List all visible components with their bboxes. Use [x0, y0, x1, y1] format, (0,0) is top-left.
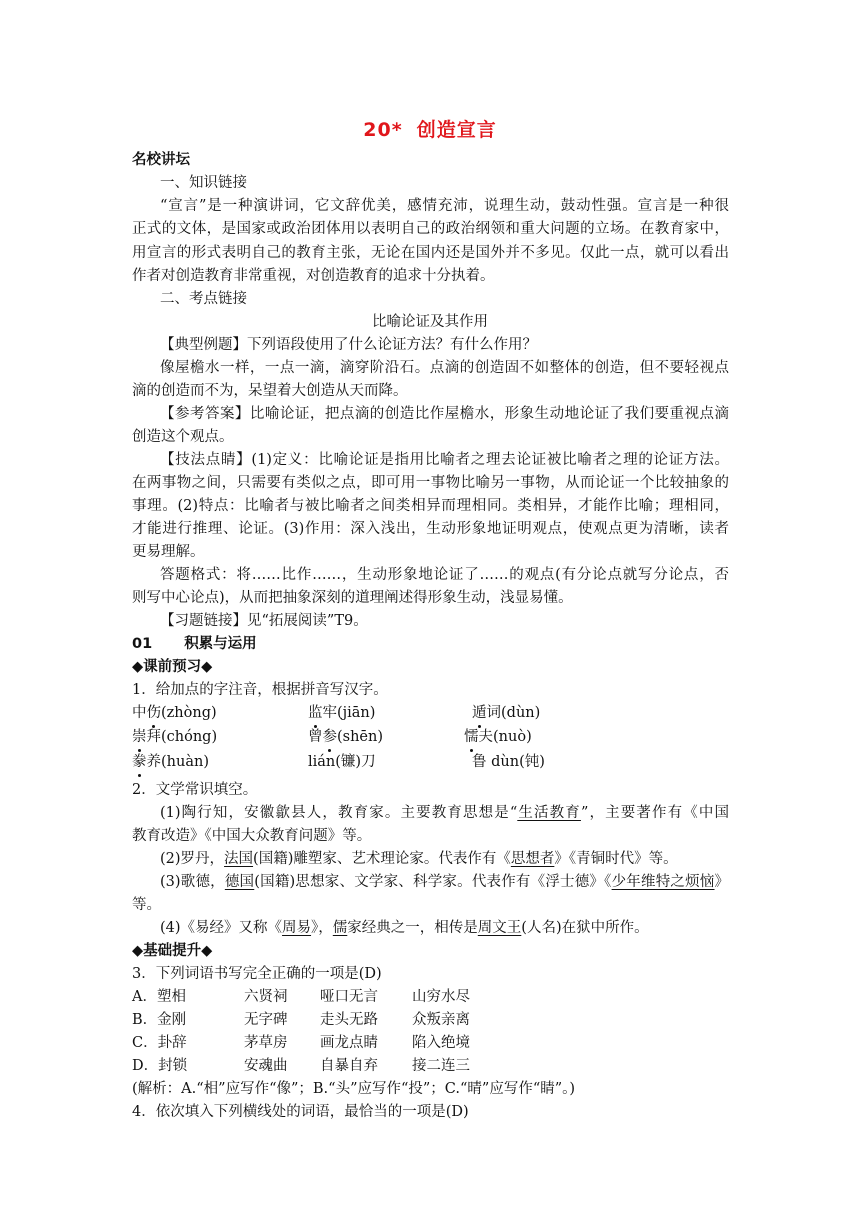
- preview-heading: ◆课前预习◆: [132, 659, 213, 675]
- knowledge-line: “宣言”是一种演讲词，它文辞优美，感情充沛，说理生动，鼓动性强。宣言是一种很: [160, 198, 729, 214]
- q3-option-word: 六贤祠: [244, 989, 288, 1005]
- q1-prompt: 1．给加点的字注音，根据拼音写汉字。: [132, 682, 388, 698]
- q2-line: (1)陶行知，安徽歙县人，教育家。主要教育思想是“生活教育”，主要著作有《中国: [160, 805, 730, 821]
- q2-line: (2)罗丹，法国(国籍)雕塑家、艺术理论家。代表作有《思想者》《青铜时代》等。: [160, 851, 678, 867]
- q3-option-word: 画龙点睛: [320, 1035, 378, 1051]
- q3-option-label: C．卦辞: [132, 1035, 187, 1051]
- dotted-char: 遁: [472, 702, 487, 724]
- format-line: 答题格式：将……比作……，生动形象地论证了……的观点(有分论点就写分论点，否: [160, 567, 729, 583]
- exam-heading: 二、考点链接: [160, 291, 247, 307]
- section-heading: 名校讲坛: [132, 152, 190, 168]
- q3-option-label: B．金刚: [132, 1012, 187, 1028]
- answer-underlined: 周易: [282, 920, 312, 936]
- answer-line: 【参考答案】比喻论证，把点滴的创造比作屋檐水，形象生动地论证了我们要重视点滴: [160, 406, 729, 422]
- q3-option-word: 接二连三: [412, 1058, 470, 1074]
- answer-line: 创造这个观点。: [132, 429, 234, 445]
- q3-option-word: 众叛亲离: [412, 1012, 470, 1028]
- q1-item: 中伤(zhòng): [132, 702, 217, 724]
- example-passage-line: 滴的创造而不为，呆望着大创造从天而降。: [132, 383, 408, 399]
- q1-item: 监牢(jiān): [308, 702, 375, 724]
- q1-item: 鲁 dùn(钝): [472, 754, 545, 770]
- answer-underlined: 生活教育: [517, 805, 581, 821]
- tips-line: 事理。(2)特点：比喻者与被比喻者之间类相异而理相同。类相异，才能作比喻；理相同，: [132, 498, 729, 514]
- dotted-char: 伤: [147, 702, 162, 724]
- title-text: 创造宣言: [416, 119, 497, 141]
- q1-item: 遁词(dùn): [472, 702, 540, 724]
- dotted-char: 监: [308, 702, 323, 724]
- knowledge-line: 正式的文体，是国家或政治团体用以表明自己的政治纲领和重大问题的立场。在教育家中，: [132, 221, 729, 237]
- exam-subtitle: 比喻论证及其作用: [372, 314, 488, 330]
- title-number: 20*: [363, 119, 403, 141]
- dotted-char: 参: [323, 726, 338, 748]
- q2-line: (3)歌德，德国(国籍)思想家、文学家、科学家。代表作有《浮士德》《少年维特之烦恼》: [160, 874, 730, 890]
- q3-option-word: 山穷水尽: [412, 989, 470, 1005]
- dotted-char: 豢: [132, 751, 147, 773]
- q3-option-word: 茅草房: [244, 1035, 288, 1051]
- q3-option-word: 安魂曲: [244, 1058, 288, 1074]
- knowledge-heading: 一、知识链接: [160, 175, 247, 191]
- q3-analysis: (解析：A.“相”应写作“像”；B.“头”应写作“投”；C.“晴”应写作“睛”。): [132, 1081, 576, 1097]
- q3-option-label: D．封锁: [132, 1058, 188, 1074]
- answer-underlined: 德国: [224, 874, 255, 890]
- part-title: 积累与运用: [184, 636, 257, 652]
- answer-underlined: 周文王: [477, 920, 522, 936]
- example-passage-line: 像屋檐水一样，一点一滴，滴穿阶沿石。点滴的创造固不如整体的创造，但不要轻视点: [160, 360, 729, 376]
- tips-line: 在两事物之间，只需要有类似之点，即可用一事物比喻另一事物，从而论证一个比较抽象的: [132, 475, 729, 491]
- q3-option-word: 哑口无言: [320, 989, 378, 1005]
- answer-underlined: 儒: [332, 920, 348, 936]
- q3-option-word: 陷入绝境: [412, 1035, 470, 1051]
- knowledge-line: 用宣言的形式表明自己的教育主张，无论在国内还是国外并不多见。仅此一点，就可以看出: [132, 245, 729, 261]
- part-number: 01: [132, 636, 153, 652]
- page-title: [0, 115, 860, 142]
- q3-option-label: A．塑相: [132, 989, 186, 1005]
- q2-line: (4)《易经》又称《周易》，儒家经典之一，相传是周文王(人名)在狱中所作。: [160, 920, 649, 936]
- answer-underlined: 思想者: [510, 851, 555, 867]
- tips-line: 更易理解。: [132, 544, 205, 560]
- q1-item: lián(镰)刀: [308, 754, 376, 770]
- example-question: 【典型例题】下列语段使用了什么论证方法？有什么作用？: [160, 337, 537, 353]
- q1-item: 崇拜(chóng): [132, 726, 217, 748]
- knowledge-line: 作者对创造教育非常重视，对创造教育的追求十分执着。: [132, 268, 495, 284]
- dotted-char: 崇: [132, 726, 147, 748]
- q1-item: 豢养(huàn): [132, 751, 209, 773]
- q3-option-word: 无字碑: [244, 1012, 288, 1028]
- q1-item: 懦夫(nuò): [464, 726, 532, 748]
- basic-heading: ◆基础提升◆: [132, 943, 213, 959]
- q2-line: 教育改造》《中国大众教育问题》等。: [132, 828, 372, 844]
- tips-line: 才能进行推理、论证。(3)作用：深入浅出，生动形象地证明观点，使观点更为清晰，读者: [132, 521, 729, 537]
- exercise-link: 【习题链接】见“拓展阅读”T9。: [160, 613, 368, 629]
- format-line: 则写中心论点)，从而把抽象深刻的道理阐述得形象生动，浅显易懂。: [132, 590, 573, 606]
- q1-item: 曾参(shēn): [308, 726, 383, 748]
- q3-prompt: 3．下列词语书写完全正确的一项是(D): [132, 966, 382, 982]
- answer-underlined: 少年维特之烦恼: [611, 874, 715, 890]
- answer-underlined: 法国: [224, 851, 254, 867]
- q2-prompt: 2．文学常识填空。: [132, 782, 258, 798]
- q3-option-word: 自暴自弃: [320, 1058, 378, 1074]
- tips-line: 【技法点睛】(1)定义：比喻论证是指用比喻者之理去论证被比喻者之理的论证方法。: [160, 452, 729, 468]
- q3-option-word: 走头无路: [320, 1012, 378, 1028]
- q2-line: 等。: [132, 897, 161, 913]
- dotted-char: 懦: [464, 726, 479, 748]
- q4-prompt: 4．依次填入下列横线处的词语，最恰当的一项是(D): [132, 1104, 469, 1120]
- part-heading: [132, 633, 732, 655]
